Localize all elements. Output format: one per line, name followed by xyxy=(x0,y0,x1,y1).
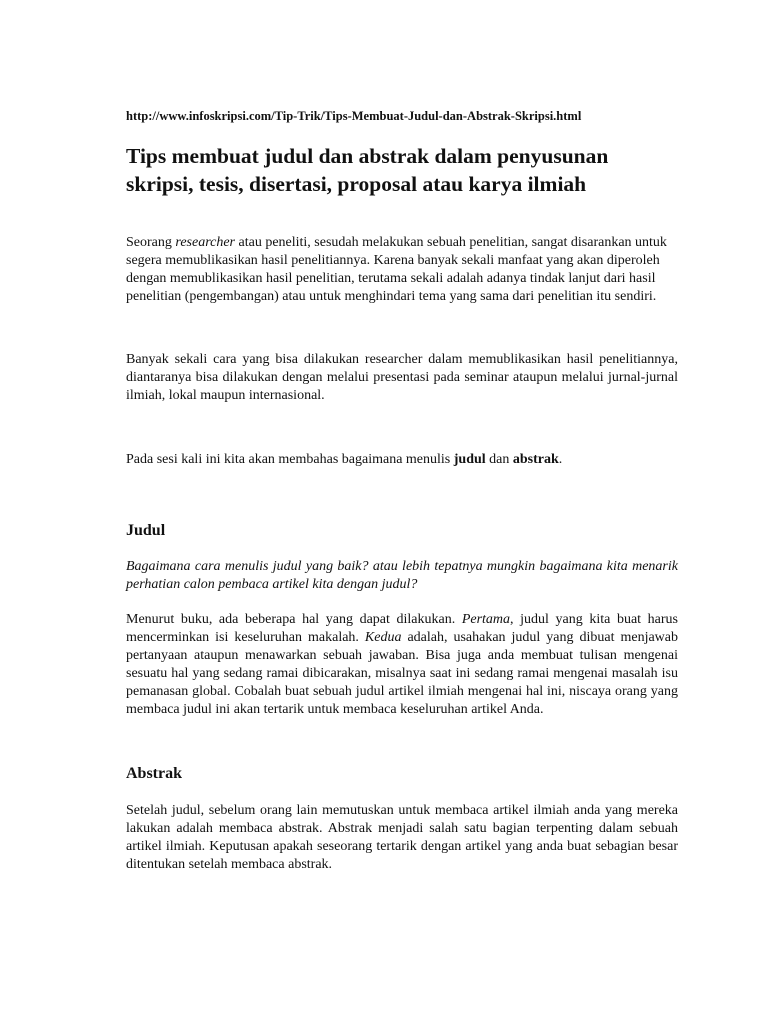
intro-italic-term: researcher xyxy=(175,235,235,250)
session-text-mid: dan xyxy=(485,452,513,467)
session-text-end: . xyxy=(558,452,563,467)
judul-body-text-1: Menurut buku, ada beberapa hal yang dapat dilakukan. xyxy=(126,612,462,627)
judul-body-text-3: adalah, usahakan judul yang dibuat menjawab pertanyaan ataupun menawarkan sebuah jawaban. Bisa juga anda membuat tulisan mengenai sesuatu hal yang sedang ramai dibicarakan, misalnya saat ini sedang ramai mengenai masalah isu pemanasan global. Cobalah buat sebuah judul artikel ilmiah mengenai hal ini, niscaya orang yang membaca judul ini akan tertarik untuk membaca keseluruhan artikel Anda. xyxy=(126,630,678,717)
session-paragraph xyxy=(126,451,678,469)
judul-body-italic-kedua: Kedua xyxy=(364,630,402,645)
session-text-start: Pada sesi kali ini kita akan membahas bagaimana menulis xyxy=(126,452,454,467)
session-bold-judul: judul xyxy=(453,452,486,467)
title-line-1: Tips membuat judul dan abstrak dalam penyusunan xyxy=(126,144,609,168)
source-url: http://www.infoskripsi.com/Tip-Trik/Tips-Membuat-Judul-dan-Abstrak-Skripsi.html xyxy=(126,109,582,123)
session-bold-abstrak: abstrak xyxy=(512,452,559,467)
title-line-2: skripsi, tesis, disertasi, proposal atau karya ilmiah xyxy=(126,172,587,196)
judul-question: Bagaimana cara menulis judul yang baik? atau lebih tepatnya mungkin bagaimana kita menarik perhatian calon pembaca artikel kita dengan judul? xyxy=(126,559,678,592)
judul-body xyxy=(126,611,678,719)
judul-body-italic-pertama: Pertama xyxy=(461,612,511,627)
heading-judul: Judul xyxy=(126,522,166,539)
abstrak-body: Setelah judul, sebelum orang lain memutuskan untuk membaca artikel ilmiah anda yang mereka lakukan adalah membaca abstrak. Abstrak menjadi salah satu bagian terpenting dalam sebuah artikel ilmiah. Keputusan apakah seseorang tertarik dengan artikel yang anda buat sebagian besar ditentukan setelah membaca abstrak. xyxy=(126,803,678,872)
document-title xyxy=(126,142,678,198)
judul-body-text-2: , judul yang kita buat harus mencerminkan isi keseluruhan makalah. xyxy=(126,612,678,645)
heading-abstrak: Abstrak xyxy=(126,765,183,782)
intro-paragraph xyxy=(126,234,678,306)
intro-text-start: Seorang xyxy=(126,235,176,250)
publication-paragraph: Banyak sekali cara yang bisa dilakukan researcher dalam memublikasikan hasil penelitiannya, diantaranya bisa dilakukan dengan melalui presentasi pada seminar ataupun melalui jurnal-jurnal ilmiah, lokal maupun internasional. xyxy=(126,352,678,403)
intro-text-rest: atau peneliti, sesudah melakukan sebuah penelitian, sangat disarankan untuk segera memublikasikan hasil penelitiannya. Karena banyak sekali manfaat yang akan diperoleh dengan memublikasikan hasil penelitian, terutama sekali adalah adanya tindak lanjut dari hasil penelitian (pengembangan) atau untuk menghindari tema yang sama dari penelitian itu sendiri. xyxy=(126,235,667,304)
